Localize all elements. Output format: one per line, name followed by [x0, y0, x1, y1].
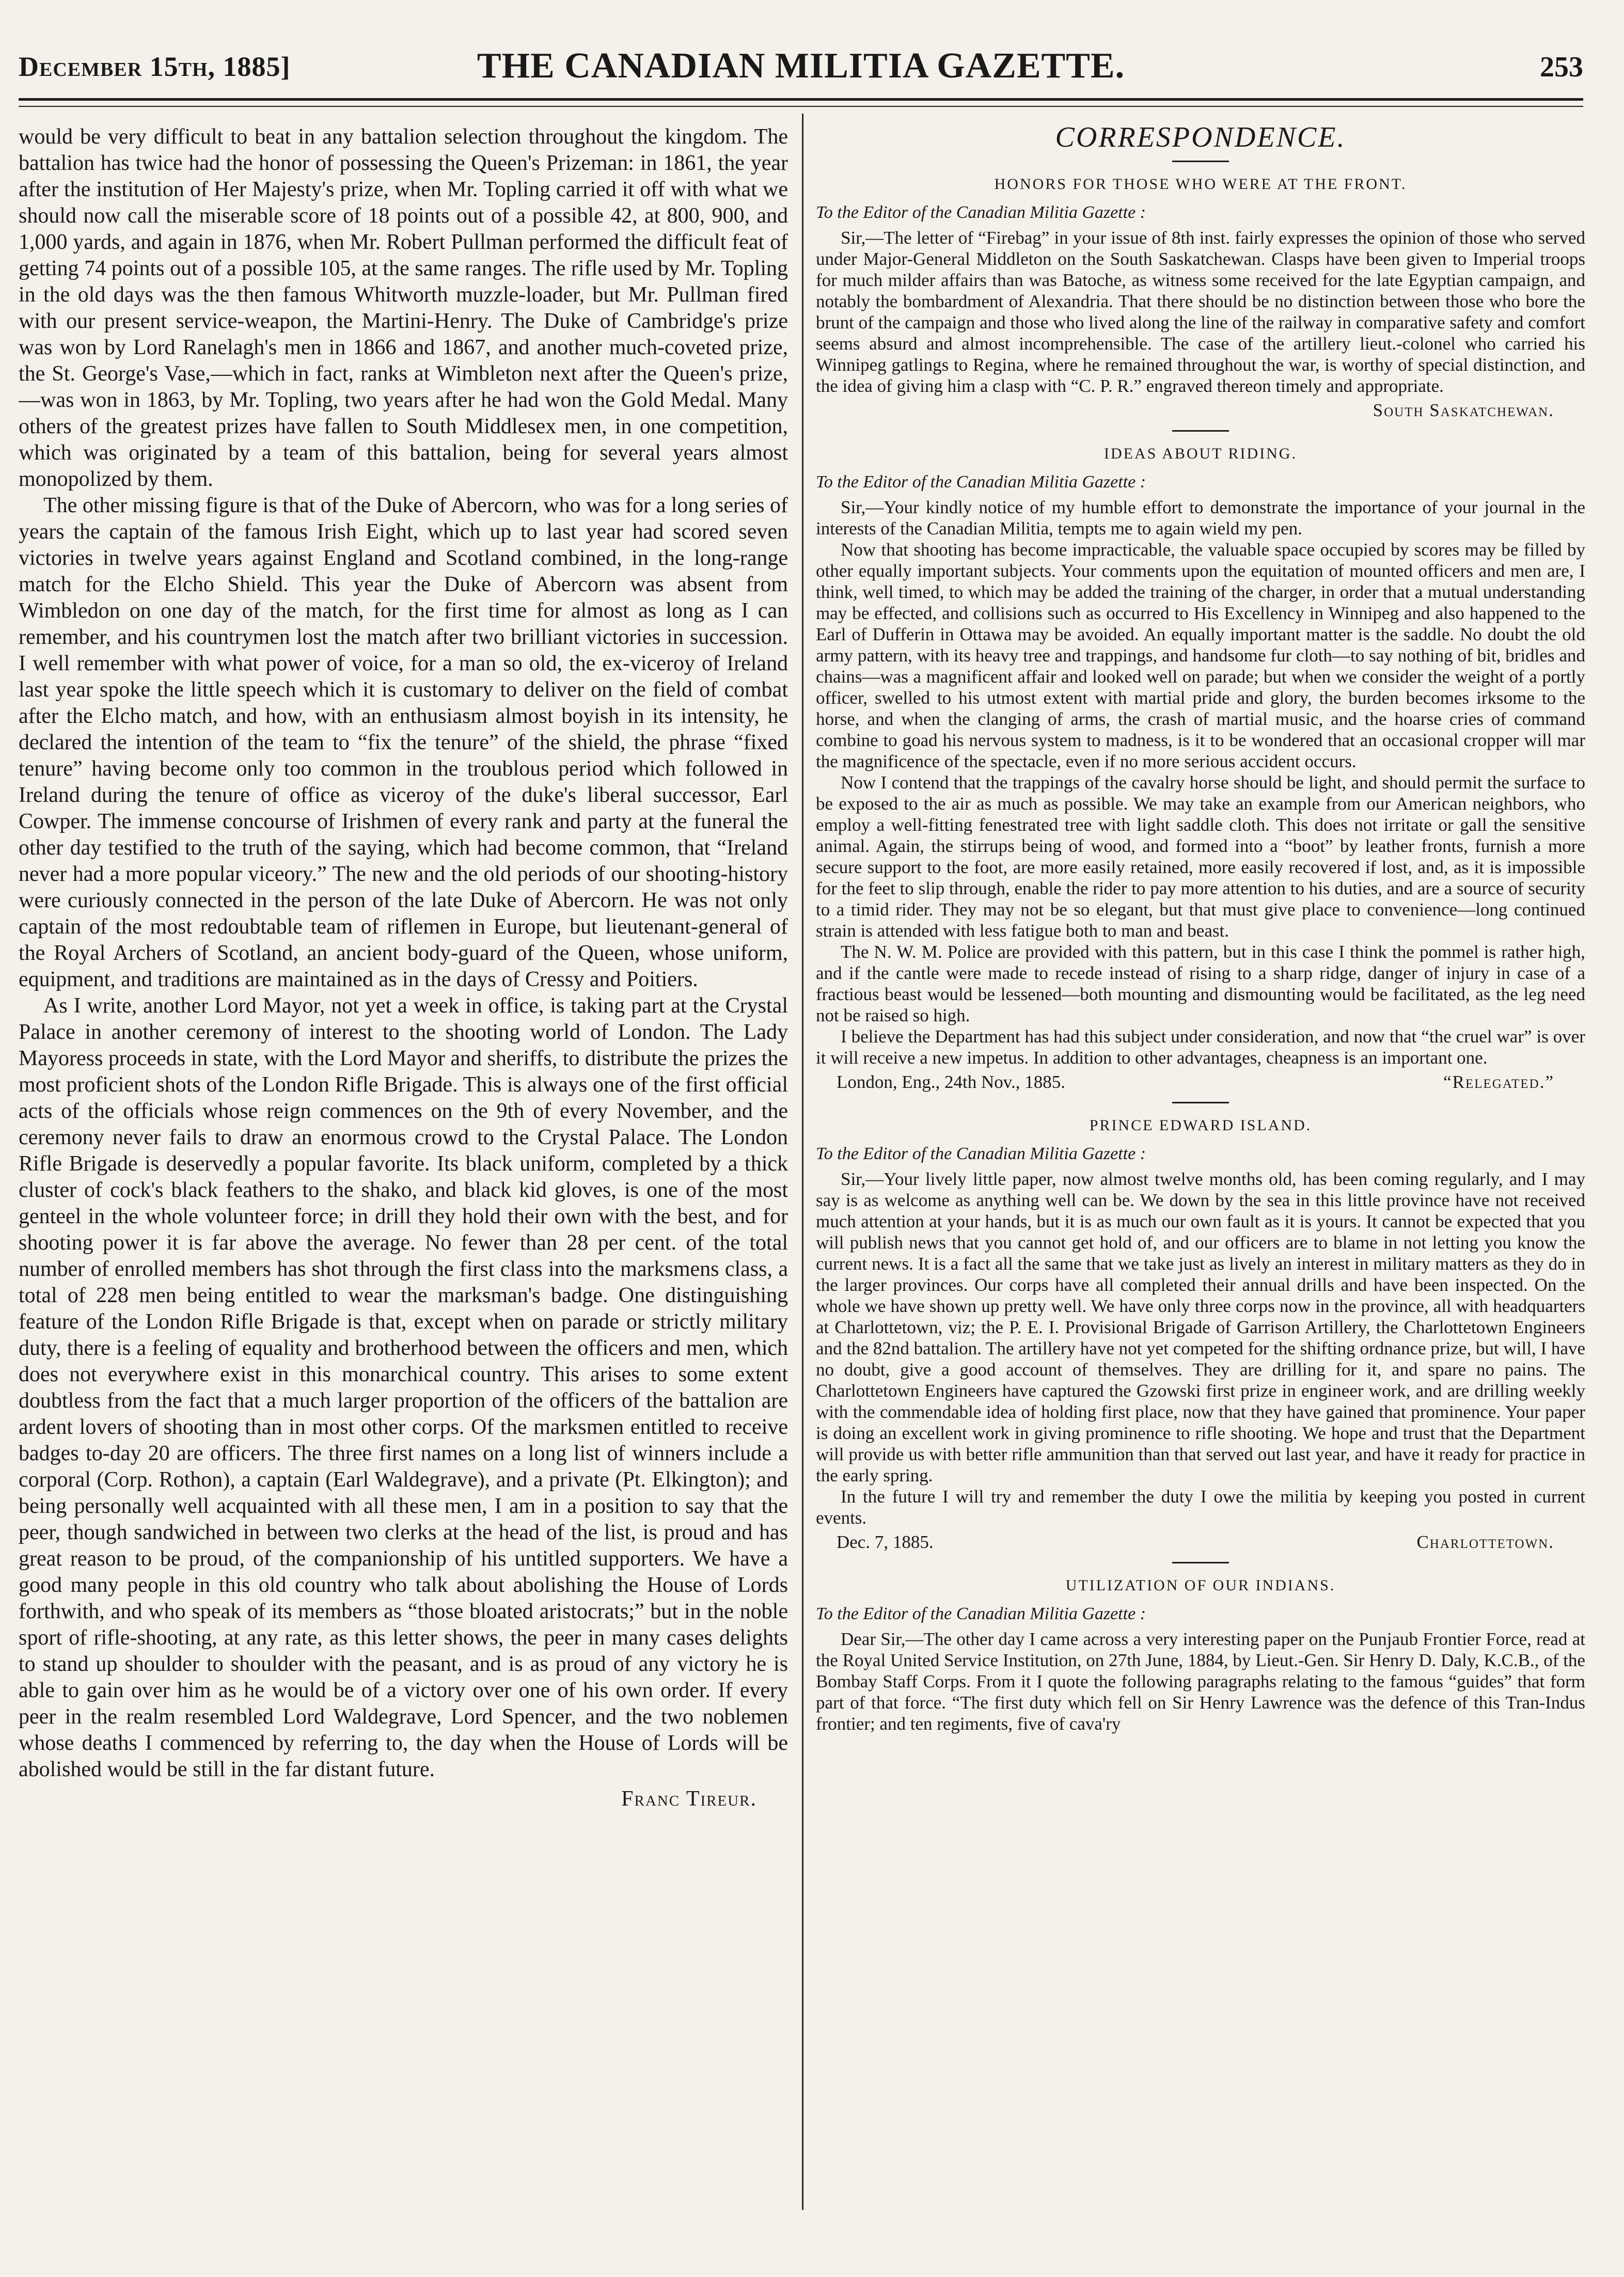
- issue-date: December 15th, 1885]: [19, 51, 291, 82]
- letter-paragraph: Sir,—The letter of “Firebag” in your issue of 8th inst. fairly expresses the opinion of those who served under Major-General Middleton on the South Saskatchewan. Clasps have been given to Imperial troops for much milder affairs than was Batoche, as witness some received for the late Egyptian campaign, and notably the bombardment of Alexandria. That there should be no distinction between those who bore the brunt of the campaign and those who lived along the line of the railway in comparative safety and comfort seems absurd and almost incomprehensible. The case of the artillery lieut.-colonel who carried his Winnipeg gatlings to Regina, where he remained throughout the war, is worthy of special distinction, and the idea of giving him a clasp with “C. P. R.” engraved thereon timely and appropriate.: [816, 228, 1585, 396]
- header-rule-thin: [19, 106, 1583, 107]
- letter-signature: Charlottetown.: [1416, 1532, 1554, 1552]
- section-title: CORRESPONDENCE.: [1055, 124, 1346, 153]
- left-column: [19, 124, 788, 2272]
- letter-rule: [1172, 430, 1229, 432]
- page-header: [19, 45, 1583, 92]
- column-divider: [802, 114, 803, 2210]
- article-paragraph: The other missing figure is that of the Duke of Abercorn, who was for a long series of years the captain of the famous Irish Eight, which up to last year had scored seven victories in twelve years against England and Scotland combined, in the long-range match for the Elcho Shield. This year the Duke of Abercorn was absent from Wimbledon on one day of the match, for the first time for almost as long as I can remember, and his countrymen lost the match after two brilliant victories in succession. I well remember with what power of voice, for a man so old, the ex-viceroy of Ireland last year spoke the little speech which it is customary to deliver on the field of combat after the Elcho match, and how, with an enthusiasm almost boyish in its intensity, he declared the intention of the team to “fix the tenure” of the shield, the phrase “fixed tenure” having become only too common in the troublous period which followed in Ireland during the tenure of office as viceroy of the duke's liberal successor, Earl Cowper. The immense concourse of Irishmen of every rank and party at the funeral the other day testified to the truth of the saying, which had become common, that “Ireland never had a more popular viceory.” The new and the old periods of our shooting-history were curiously connected in the person of the late Duke of Abercorn. He was not only captain of the most redoubtable team of riflemen in Europe, but lieutenant-general of the Royal Archers of Scotland, an ancient body-guard of the Queen, whose uniform, equipment, and traditions are maintained as in the days of Cressy and Poitiers.: [19, 494, 788, 991]
- letter-pei: [816, 1115, 1585, 1553]
- newspaper-title: THE CANADIAN MILITIA GAZETTE.: [477, 46, 1125, 86]
- letter-paragraph: Now that shooting has become impracticable, the valuable space occupied by scores may be filled by other equally important subjects. Your comments upon the equitation of mounted officers and men are, I think, well timed, to which may be added the training of the charger, in order that a mutual understanding may be effected, and collisions such as occurred to His Excellency in Winnipeg and also happened to the Earl of Dufferin in Ottawa may be avoided. An equally important matter is the saddle. No doubt the old army pattern, with its heavy tree and trappings, and handsome fur cloth—to say nothing of bit, bridles and chains—was a magnificent affair and looked well on parade; but when we consider the weight of a portly officer, swelled to his utmost extent with martial pride and glory, the burden becomes irksome to the horse, and when the clanging of arms, the crash of martial music, and the hoarse cries of command combine to goad his nervous system to madness, is it to be wondered that an occasional cropper will mar the magnificence of the spectacle, even if no more serious accident occurs.: [816, 540, 1585, 771]
- letter-paragraph: I believe the Department has had this subject under consideration, and now that “the cruel war” is over it will receive a new impetus. In addition to other advantages, cheapness is an important one.: [816, 1026, 1585, 1068]
- letter-heading: IDEAS ABOUT RIDING.: [1104, 445, 1297, 462]
- section-rule: [1172, 161, 1229, 162]
- letter-signature: South Saskatchewan.: [1373, 400, 1554, 420]
- letter-honors: [816, 173, 1585, 421]
- letter-indians: [816, 1575, 1585, 1734]
- letter-riding: [816, 443, 1585, 1093]
- letter-addressee: To the Editor of the Canadian Militia Gazette :: [816, 1604, 1146, 1623]
- letter-heading: HONORS FOR THOSE WHO WERE AT THE FRONT.: [994, 176, 1407, 193]
- letter-heading: UTILIZATION OF OUR INDIANS.: [1065, 1577, 1336, 1594]
- letter-addressee: To the Editor of the Canadian Militia Gazette :: [816, 472, 1146, 492]
- right-column: [816, 124, 1585, 2272]
- letter-paragraph: In the future I will try and remember the duty I owe the militia by keeping you posted in current events.: [816, 1487, 1585, 1528]
- letter-place-date: London, Eng., 24th Nov., 1885.: [837, 1072, 1065, 1092]
- header-rule-thick: [19, 98, 1583, 101]
- letter-paragraph: Now I contend that the trappings of the cavalry horse should be light, and should permit the surface to be exposed to the air as much as possible. We may take an example from our American neighbors, who employ a well-fitting fenestrated tree with light saddle cloth. This does not irritate or gall the sensitive animal. Again, the stirrups being of wood, and formed into a “boot” by leather fronts, furnish a more secure support to the foot, are more easily retained, more easily recovered if lost, and, as it is impossible for the feet to slip through, enable the rider to pay more attention to his duties, and are a source of security to a timid rider. They may not be so elegant, but that must give place to convenience—long continued strain is attended with less fatigue both to man and beast.: [816, 772, 1585, 941]
- letter-paragraph: The N. W. M. Police are provided with this pattern, but in this case I think the pommel is rather high, and if the cantle were made to recede instead of rising to a sharp ridge, danger of injury in case of a fractious beast would be lessened—both mounting and dismounting would be facilitated, as the leg need not be raised so high.: [816, 942, 1585, 1025]
- letter-footer: [816, 1071, 1585, 1093]
- letter-rule: [1172, 1562, 1229, 1563]
- letter-heading: PRINCE EDWARD ISLAND.: [1089, 1117, 1312, 1134]
- page-number: 253: [1540, 51, 1583, 83]
- letter-addressee: To the Editor of the Canadian Militia Gazette :: [816, 1144, 1146, 1163]
- letter-place-date: Dec. 7, 1885.: [837, 1532, 934, 1552]
- letter-paragraph: Sir,—Your kindly notice of my humble effort to demonstrate the importance of your journal in the interests of the Canadian Militia, tempts me to again wield my pen.: [816, 497, 1585, 539]
- letter-signature: “Relegated.”: [1443, 1072, 1554, 1092]
- letter-rule: [1172, 1102, 1229, 1103]
- letter-addressee: To the Editor of the Canadian Militia Gazette :: [816, 203, 1146, 222]
- article-paragraph: would be very difficult to beat in any battalion selection throughout the kingdom. The battalion has twice had the honor of possessing the Queen's Prizeman: in 1861, the year after the institution of Her Majesty's prize, when Mr. Topling carried it off with what we should now call the miserable score of 18 points out of a possible 42, at 800, 900, and 1,000 yards, and again in 1876, when Mr. Robert Pullman performed the difficult feat of getting 74 points out of a possible 105, at the same ranges. The rifle used by Mr. Topling in the old days was the then famous Whitworth muzzle-loader, but Mr. Pullman fired with our present service-weapon, the Martini-Henry. The Duke of Cambridge's prize was won by Lord Ranelagh's men in 1866 and 1867, and another much-coveted prize, the St. George's Vase,—which in fact, ranks at Wimbleton next after the Queen's prize,—was won in 1863, by Mr. Topling, two years after he had won the Gold Medal. Many others of the greatest prizes have fallen to South Middlesex men, in one competition, which was originated by a team of this battalion, being for several years almost monopolized by them.: [19, 125, 788, 491]
- letter-paragraph: Sir,—Your lively little paper, now almost twelve months old, has been coming regularly, and I may say is as welcome as anything well can be. We down by the sea in this little province have not received much attention at your hands, but it is as much our own fault as it is yours. It cannot be expected that you will publish news that you cannot get hold of, and our officers are to blame in not letting you know the current news. It is a fact all the same that we take just as lively an interest in military matters as they do in the larger provinces. Our corps have all completed their annual drills and have been inspected. On the whole we have shown up pretty well. We have only three corps now in the province, all with headquarters at Charlottetown, viz; the P. E. I. Provisional Brigade of Garrison Artillery, the Charlottetown Engineers and the 82nd battalion. The artillery have not yet competed for the shifting ordnance prize, but will, I have no doubt, give a good account of themselves. They are drilling for it, and spare no pains. The Charlottetown Engineers have captured the Gzowski first prize in engineer work, and are drilling weekly with the commendable idea of holding first place, now that they have gained that prominence. Your paper is doing an excellent work in giving prominence to rifle shooting. We hope and trust that the Department will provide us with better rifle ammunition than that served out last year, and have it ready for practice in the early spring.: [816, 1169, 1585, 1485]
- article-paragraph: As I write, another Lord Mayor, not yet a week in office, is taking part at the Crystal Palace in another ceremony of interest to the shooting world of London. The Lady Mayoress proceeds in state, with the Lord Mayor and sheriffs, to distribute the prizes the most proficient shots of the London Rifle Brigade. This is always one of the first official acts of the officials whose reign commences on the 9th of every November, and the ceremony never fails to draw an enormous crowd to the Crystal Palace. The London Rifle Brigade is deservedly a popular favorite. Its black uniform, completed by a thick cluster of cock's black feathers to the shako, and black kid gloves, is one of the most genteel in the whole volunteer force; in drill they hold their own with the best, and for shooting power it is far above the average. No fewer than 28 per cent. of the total number of enrolled members has shot through the first class into the marksmens class, a total of 228 men being entitled to wear the marksman's badge. One distinguishing feature of the London Rifle Brigade is that, except when on parade or strictly military duty, there is a feeling of equality and brotherhood between the officers and men, which does not everywhere exist in this monarchical country. This arises to some extent doubtless from the fact that a much larger proportion of the officers of the battalion are ardent lovers of shooting than in most other corps. Of the marksmen entitled to receive badges to-day 20 are officers. The three first names on a long list of winners include a corporal (Corp. Rothon), a captain (Earl Waldegrave), and a private (Pt. Elkington); and being personally well acquainted with all these men, I am in a position to say that the peer, though sandwiched in between two clerks at the head of the list, is proud and has great reason to be proud, of the companionship of his untitled supporters. We have a good many people in this old country who talk about abolishing the House of Lords forthwith, and who speak of its members as “those bloated aristocrats;” but in the noble sport of rifle-shooting, at any rate, as this letter shows, the peer in many cases delights to stand up shoulder to shoulder with the peasant, and is as proud of any victory he is able to gain over him as he would be of a victory over one of his own order. If every peer in the realm resembled Lord Waldegrave, Lord Spencer, and the two noblemen whose deaths I commenced by referring to, the day when the House of Lords will be abolished would be still in the far distant future.: [19, 994, 788, 1781]
- article-signature: Franc Tireur.: [621, 1787, 757, 1811]
- letter-paragraph: Dear Sir,—The other day I came across a very interesting paper on the Punjaub Frontier Force, read at the Royal United Service Institution, on 27th June, 1884, by Lieut.-Gen. Sir Henry D. Daly, K.C.B., of the Bombay Staff Corps. From it I quote the following paragraphs relating to the famous “guides” that form part of that force. “The first duty which fell on Sir Henry Lawrence was the defence of this Tran-Indus frontier; and ten regiments, five of cava'ry: [816, 1629, 1585, 1734]
- letter-footer: [816, 1531, 1585, 1553]
